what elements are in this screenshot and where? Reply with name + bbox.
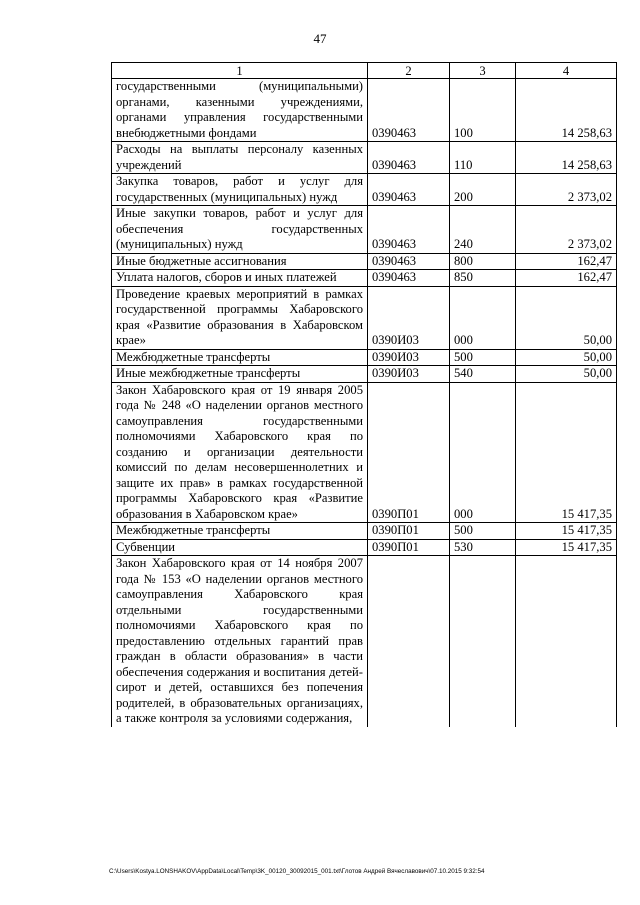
- row-name-cell: Межбюджетные трансферты: [112, 523, 368, 540]
- header-col-3: 3: [450, 63, 516, 79]
- table-row: [112, 382, 617, 523]
- row-kind-cell: 800: [450, 253, 516, 270]
- row-kind-cell: 850: [450, 270, 516, 287]
- row-amount-cell: 14 258,63: [516, 142, 617, 174]
- row-code-cell: 0390И03: [368, 286, 450, 349]
- row-code-cell: 0390463: [368, 270, 450, 287]
- row-name-cell: Закупка товаров, работ и услуг для государственных (муниципальных) нужд: [112, 174, 368, 206]
- table-row: [112, 142, 617, 174]
- table-row: [112, 556, 617, 727]
- row-amount-cell: 50,00: [516, 349, 617, 366]
- table-header-row: [112, 63, 617, 79]
- table-row: [112, 79, 617, 142]
- row-name-cell: Расходы на выплаты персоналу казенных учреждений: [112, 142, 368, 174]
- row-code-cell: [368, 556, 450, 727]
- row-name-cell: Закон Хабаровского края от 19 января 2005 года № 248 «О наделении органов местного самоуправления государственными полномочиями Хабаровского края по созданию и организации деятельности комиссий по делам несовершеннолетних и защите их прав» в рамках государственной программы Хабаровского края «Развитие образования в Хабаровском крае»: [112, 382, 368, 523]
- table-row: [112, 286, 617, 349]
- table-row: [112, 349, 617, 366]
- row-kind-cell: 540: [450, 366, 516, 383]
- row-code-cell: 0390П01: [368, 523, 450, 540]
- row-kind-cell: 000: [450, 286, 516, 349]
- file-path-footer: C:\Users\Kostya.LONSHAKOV\AppData\Local\Temp\3K_00120_30092015_001.txt\Глотов Андрей Вячеславович\07.10.2015 9:32:54: [109, 868, 485, 875]
- row-code-cell: 0390463: [368, 79, 450, 142]
- table-row: [112, 539, 617, 556]
- row-code-cell: 0390И03: [368, 366, 450, 383]
- row-kind-cell: 530: [450, 539, 516, 556]
- table-row: [112, 523, 617, 540]
- row-amount-cell: 162,47: [516, 270, 617, 287]
- row-amount-cell: 15 417,35: [516, 539, 617, 556]
- row-amount-cell: 2 373,02: [516, 174, 617, 206]
- row-code-cell: 0390463: [368, 253, 450, 270]
- page-number: 47: [313, 31, 327, 46]
- row-code-cell: 0390463: [368, 206, 450, 254]
- header-col-1: 1: [112, 63, 368, 79]
- row-amount-cell: 15 417,35: [516, 382, 617, 523]
- header-col-4: 4: [516, 63, 617, 79]
- row-amount-cell: 2 373,02: [516, 206, 617, 254]
- row-name-cell: Закон Хабаровского края от 14 ноября 2007 года № 153 «О наделении органов местного самоуправления Хабаровского края отдельными государственными полномочиями Хабаровского края по предоставлению отдельных гарантий прав граждан в области образования» в части обеспечения содержания и воспитания детей-сирот и детей, оставшихся без попечения родителей, в образовательных организациях, а также контроля за условиями содержания,: [112, 556, 368, 727]
- row-name-cell: Иные бюджетные ассигнования: [112, 253, 368, 270]
- row-amount-cell: 50,00: [516, 286, 617, 349]
- row-amount-cell: 162,47: [516, 253, 617, 270]
- row-kind-cell: 500: [450, 349, 516, 366]
- table-row: [112, 206, 617, 254]
- row-name-cell: Межбюджетные трансферты: [112, 349, 368, 366]
- table-row: [112, 366, 617, 383]
- row-name-cell: Иные межбюджетные трансферты: [112, 366, 368, 383]
- row-code-cell: 0390463: [368, 174, 450, 206]
- row-amount-cell: 14 258,63: [516, 79, 617, 142]
- row-name-cell: Проведение краевых мероприятий в рамках государственной программы Хабаровского края «Развитие образования в Хабаровском крае»: [112, 286, 368, 349]
- header-col-2: 2: [368, 63, 450, 79]
- row-kind-cell: 000: [450, 382, 516, 523]
- table-row: [112, 270, 617, 287]
- row-kind-cell: 100: [450, 79, 516, 142]
- table-row: [112, 174, 617, 206]
- table-row: [112, 253, 617, 270]
- row-code-cell: 0390П01: [368, 539, 450, 556]
- row-amount-cell: [516, 556, 617, 727]
- row-name-cell: Субвенции: [112, 539, 368, 556]
- budget-table: [111, 62, 617, 727]
- row-name-cell: Иные закупки товаров, работ и услуг для обеспечения государственных (муниципальных) нужд: [112, 206, 368, 254]
- row-code-cell: 0390463: [368, 142, 450, 174]
- row-kind-cell: 110: [450, 142, 516, 174]
- row-kind-cell: [450, 556, 516, 727]
- row-code-cell: 0390И03: [368, 349, 450, 366]
- row-kind-cell: 200: [450, 174, 516, 206]
- row-name-cell: государственными (муниципальными) органами, казенными учреждениями, органами управления государственными внебюджетными фондами: [112, 79, 368, 142]
- row-name-cell: Уплата налогов, сборов и иных платежей: [112, 270, 368, 287]
- row-amount-cell: 15 417,35: [516, 523, 617, 540]
- row-kind-cell: 500: [450, 523, 516, 540]
- row-amount-cell: 50,00: [516, 366, 617, 383]
- row-kind-cell: 240: [450, 206, 516, 254]
- row-code-cell: 0390П01: [368, 382, 450, 523]
